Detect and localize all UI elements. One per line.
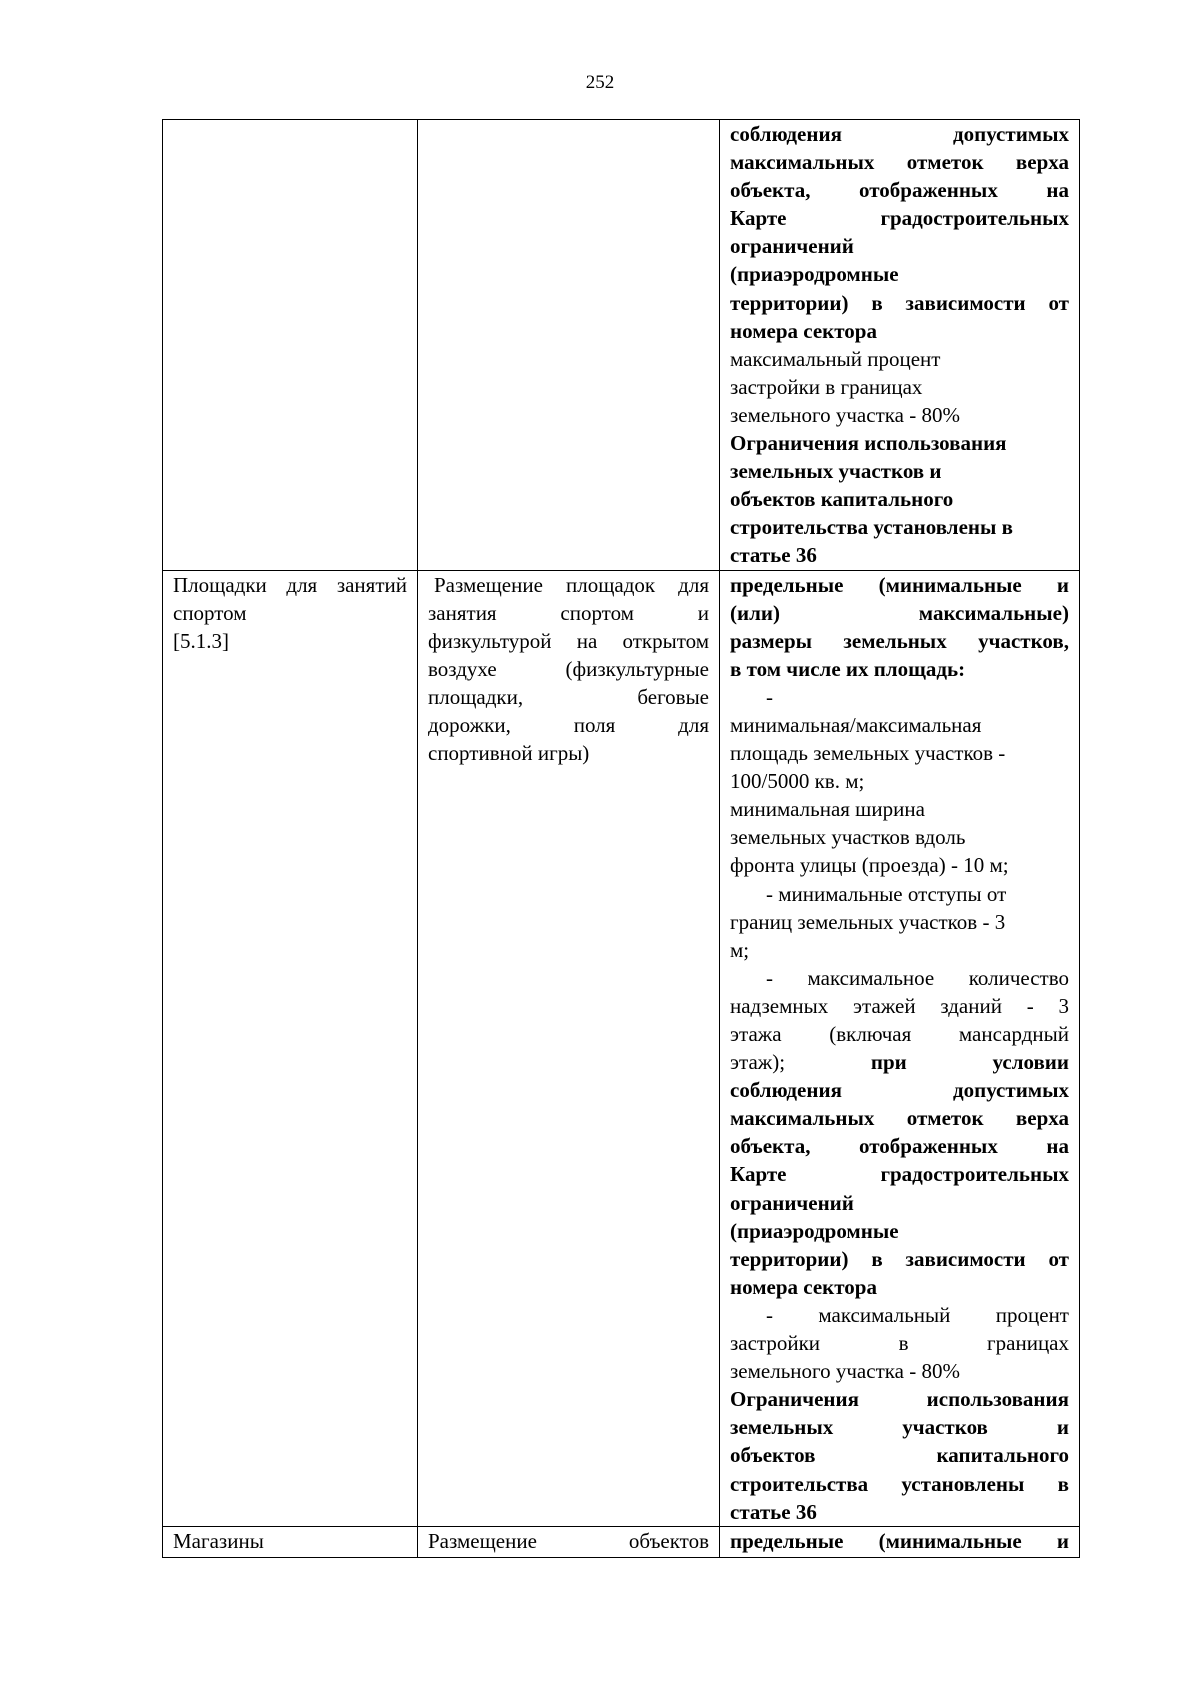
param-line: фронта улицы (проезда) - 10 м; xyxy=(730,853,1009,878)
use-name-cell xyxy=(163,1526,418,1557)
param-line: - минимальные отступы от xyxy=(766,881,1007,906)
restrictions-line: Ограничения использования xyxy=(730,431,1007,456)
param-line: соблюдения допустимых xyxy=(730,122,1069,146)
param-line: соблюдения допустимых xyxy=(730,1078,1069,1103)
param-line: площадь земельных участков - xyxy=(730,741,1006,766)
param-line: земельных участков вдоль xyxy=(730,825,966,850)
description-line: дорожки, поля для xyxy=(428,712,709,737)
param-line: номера сектора xyxy=(730,318,877,343)
param-line: территории) в зависимости от xyxy=(730,1246,1069,1271)
param-line: (приаэродромные xyxy=(730,1218,899,1243)
param-line: (или) максимальные) xyxy=(730,600,1069,625)
parameters-cell xyxy=(720,1526,1080,1557)
parameters-cell xyxy=(720,570,1080,1526)
param-line: предельные (минимальные и xyxy=(730,1528,1069,1553)
use-code: [5.1.3] xyxy=(173,628,229,653)
param-line: этажа (включая мансардный xyxy=(730,1022,1069,1046)
table-row xyxy=(163,570,1080,1526)
table-row xyxy=(163,1526,1080,1557)
restrictions-line: объектов капитального xyxy=(730,487,954,512)
restrictions-line: строительства установлены в xyxy=(730,1471,1069,1496)
parameters-cell xyxy=(720,120,1080,571)
use-name-line: Площадки для занятий xyxy=(173,572,407,597)
param-line: территории) в зависимости от xyxy=(730,290,1069,315)
param-line-part: при условии xyxy=(870,1050,1069,1075)
param-line: м; xyxy=(730,937,750,962)
restrictions-line: статье 36 xyxy=(730,1499,817,1524)
param-line: земельного участка - 80% xyxy=(730,1359,960,1384)
param-line: земельного участка - 80% xyxy=(730,402,960,427)
param-line: максимальных отметок верха xyxy=(730,150,1069,175)
param-line: максимальный процент xyxy=(730,346,941,371)
param-line: минимальная/максимальная xyxy=(730,712,982,737)
param-line: ограничений xyxy=(730,234,854,259)
description-line: спортивной игры) xyxy=(428,741,590,766)
param-line-part: этаж); xyxy=(730,1050,786,1075)
use-description-cell xyxy=(418,1526,720,1557)
param-line: ограничений xyxy=(730,1190,854,1215)
use-description-cell xyxy=(418,570,720,1526)
param-line: 100/5000 кв. м; xyxy=(730,769,865,794)
param-line: размеры земельных участков, xyxy=(730,628,1069,653)
description-line: физкультурой на открытом xyxy=(428,628,709,653)
param-line: застройки в границах xyxy=(730,374,923,399)
param-line: предельные (минимальные и xyxy=(730,572,1069,597)
restrictions-line: статье 36 xyxy=(730,543,817,568)
table-row xyxy=(163,120,1080,571)
param-line: - xyxy=(766,684,773,709)
param-line: объекта, отображенных на xyxy=(730,178,1069,203)
restrictions-line: земельных участков и xyxy=(730,1415,1069,1440)
restrictions-line: строительства установлены в xyxy=(730,515,1013,540)
param-line: застройки в границах xyxy=(730,1331,1069,1356)
description-line: Размещение объектов xyxy=(428,1528,709,1553)
restrictions-line: земельных участков и xyxy=(730,459,942,484)
use-name-line: спортом xyxy=(173,600,247,625)
param-line: границ земельных участков - 3 xyxy=(730,909,1006,934)
param-line: - максимальное количество xyxy=(766,965,1069,990)
param-line xyxy=(730,1048,1069,1076)
param-line: Карте градостроительных xyxy=(730,206,1069,231)
zoning-table xyxy=(162,119,1080,1558)
param-line: в том числе их площадь: xyxy=(730,656,966,681)
use-name-line: Магазины xyxy=(173,1528,264,1553)
use-name-cell xyxy=(163,120,418,571)
description-line: Размещение площадок для xyxy=(434,572,709,597)
param-line: надземных этажей зданий - 3 xyxy=(730,993,1069,1018)
param-line: объекта, отображенных на xyxy=(730,1134,1069,1159)
use-description-cell xyxy=(418,120,720,571)
description-line: площадки, беговые xyxy=(428,684,709,709)
page-number: 252 xyxy=(585,72,615,93)
restrictions-line: Ограничения использования xyxy=(730,1387,1069,1412)
param-line: номера сектора xyxy=(730,1274,877,1299)
restrictions-line: объектов капитального xyxy=(730,1443,1069,1468)
param-line: максимальных отметок верха xyxy=(730,1106,1069,1131)
description-line: занятия спортом и xyxy=(428,600,709,625)
use-name-cell xyxy=(163,570,418,1526)
description-line: воздухе (физкультурные xyxy=(428,656,709,681)
param-line: (приаэродромные xyxy=(730,262,899,287)
param-line: - максимальный процент xyxy=(766,1302,1069,1327)
param-line: Карте градостроительных xyxy=(730,1162,1069,1187)
param-line: минимальная ширина xyxy=(730,797,925,822)
